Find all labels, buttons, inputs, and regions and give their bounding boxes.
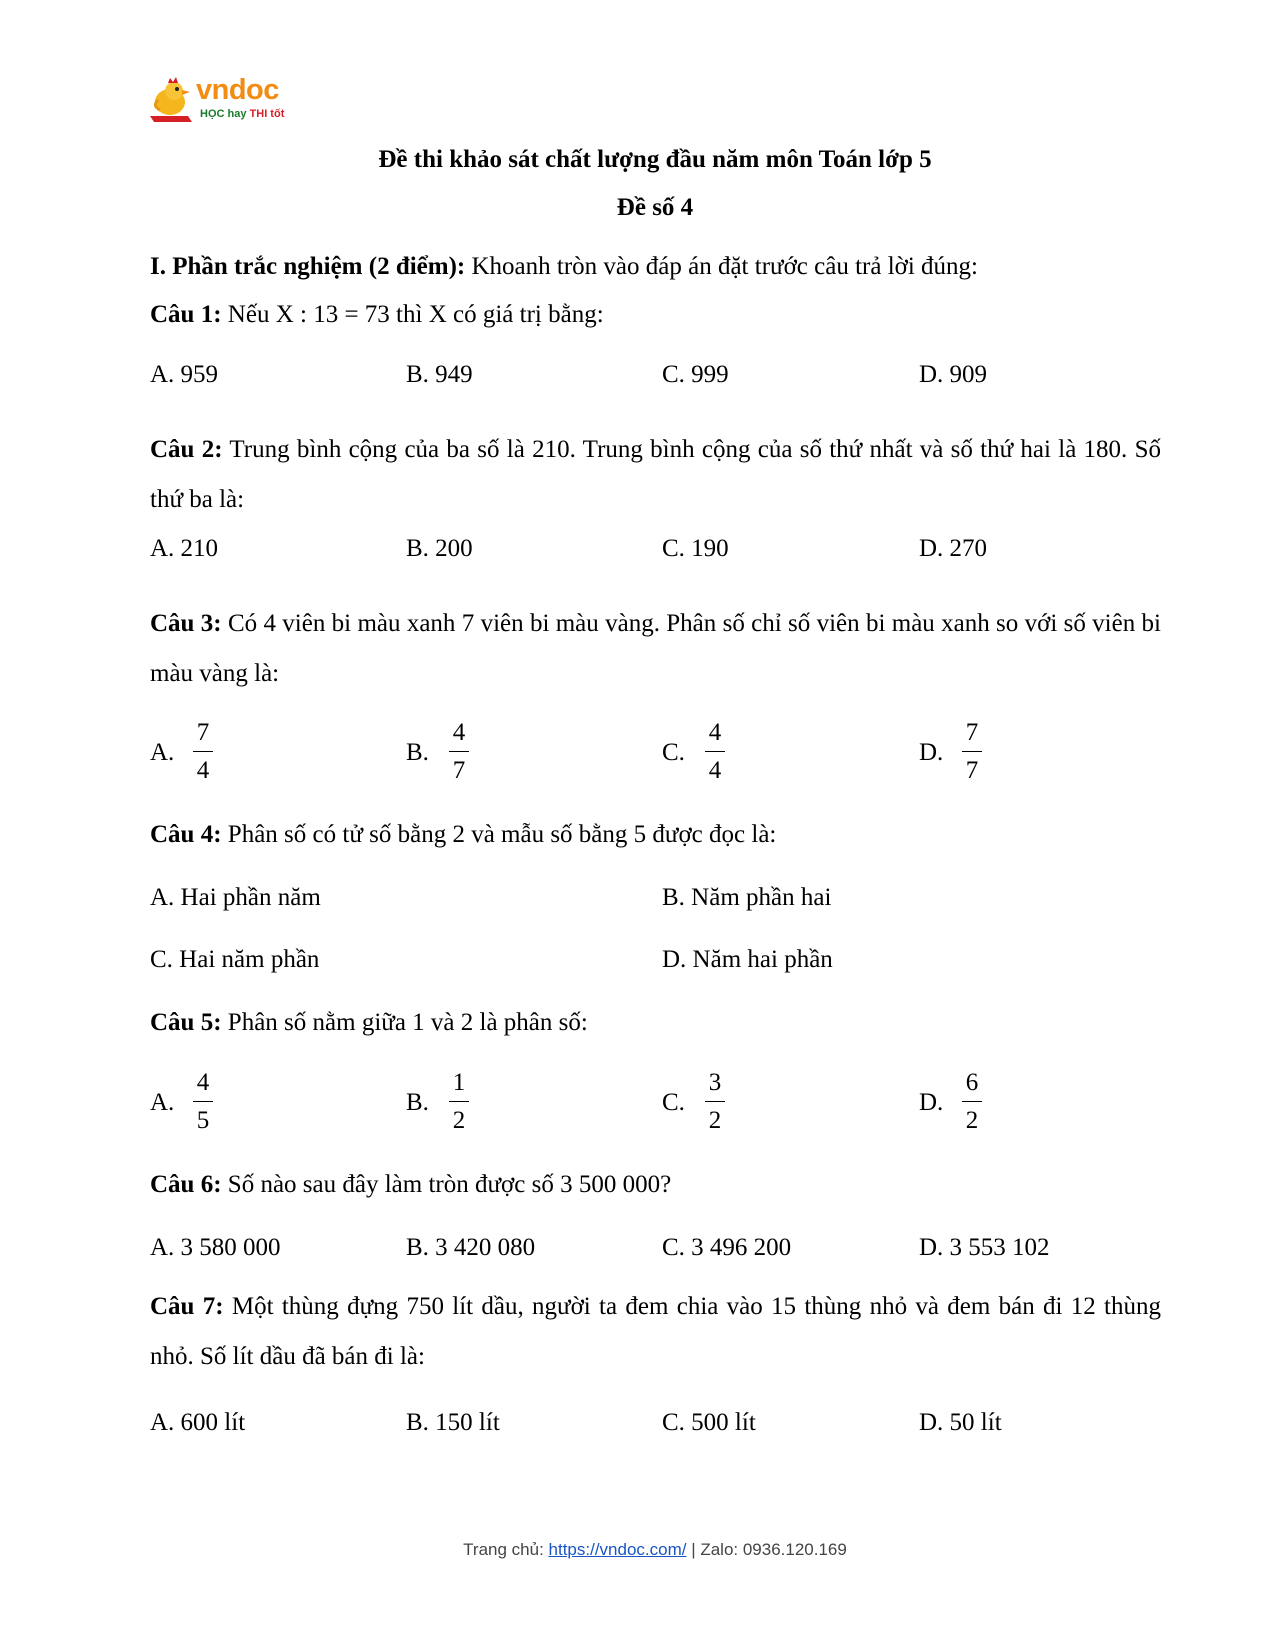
fraction-denominator: 7	[452, 757, 466, 784]
q4-option-b[interactable]: B. Năm phần hai	[662, 884, 832, 911]
question-label: Câu 3:	[150, 610, 222, 637]
q6-option-c[interactable]: C. 3 496 200	[662, 1234, 792, 1261]
q7-option-d[interactable]: D. 50 lít	[919, 1409, 1002, 1436]
fraction	[193, 718, 213, 785]
option-label: A.	[150, 1089, 175, 1116]
fraction-numerator: 7	[962, 718, 982, 752]
q6-option-b[interactable]: B. 3 420 080	[406, 1234, 536, 1261]
logo-tagline	[200, 107, 284, 121]
section-heading	[150, 252, 978, 282]
q1-option-b[interactable]: B. 949	[406, 361, 473, 388]
q7-option-c[interactable]: C. 500 lít	[662, 1409, 756, 1436]
option-label: B.	[406, 1089, 429, 1116]
question-text: Phân số nằm giữa 1 và 2 là phân số:	[221, 1009, 588, 1036]
page-subtitle: Đề số 4	[616, 194, 694, 221]
fraction	[962, 718, 982, 785]
option-label: D.	[919, 1089, 944, 1116]
fraction	[962, 1068, 982, 1135]
fraction	[705, 718, 725, 785]
fraction-denominator: 2	[965, 1107, 979, 1134]
option-label: D.	[919, 739, 944, 766]
fraction-numerator: 3	[705, 1068, 725, 1102]
fraction	[449, 718, 469, 785]
q2-option-d[interactable]: D. 270	[919, 535, 988, 562]
question-text: Số nào sau đây làm tròn được số 3 500 000?	[221, 1171, 672, 1198]
fraction	[193, 1068, 213, 1135]
q4-option-a[interactable]: A. Hai phần năm	[150, 884, 321, 911]
question-3	[150, 599, 1161, 699]
q6-option-d[interactable]: D. 3 553 102	[919, 1234, 1050, 1261]
q2-option-c[interactable]: C. 190	[662, 535, 729, 562]
fraction-numerator: 6	[962, 1068, 982, 1102]
fraction-numerator: 4	[449, 718, 469, 752]
section-title: I. Phần trắc nghiệm (2 điểm):	[150, 253, 466, 280]
homepage-link[interactable]: https://vndoc.com/	[548, 1540, 687, 1559]
q2-option-b[interactable]: B. 200	[406, 535, 473, 562]
fraction-denominator: 4	[196, 757, 210, 784]
logo-tagline-red: THI tốt	[249, 108, 285, 120]
option-label: C.	[662, 739, 685, 766]
option-label: B.	[406, 739, 429, 766]
footer-contact: | Zalo: 0936.120.169	[686, 1540, 847, 1559]
q7-option-a[interactable]: A. 600 lít	[150, 1409, 246, 1436]
section-instruction: Khoanh tròn vào đáp án đặt trước câu trả lời đúng:	[465, 253, 979, 280]
question-label: Câu 2:	[150, 436, 223, 463]
page-footer	[0, 1539, 1275, 1561]
question-text: Trung bình cộng của ba số là 210. Trung bình cộng của số thứ nhất và số thứ hai là 180. Số thứ ba là:	[150, 436, 1161, 513]
question-6	[150, 1170, 671, 1200]
question-1	[150, 300, 604, 330]
fraction-numerator: 4	[705, 718, 725, 752]
question-text: Một thùng đựng 750 lít dầu, người ta đem chia vào 15 thùng nhỏ và đem bán đi 12 thùng nhỏ. Số lít dầu đã bán đi là:	[150, 1293, 1161, 1370]
q7-option-b[interactable]: B. 150 lít	[406, 1409, 500, 1436]
fraction-numerator: 1	[449, 1068, 469, 1102]
question-2	[150, 425, 1161, 525]
fraction-denominator: 2	[708, 1107, 722, 1134]
page-title: Đề thi khảo sát chất lượng đầu năm môn Toán lớp 5	[378, 146, 932, 173]
q6-option-a[interactable]: A. 3 580 000	[150, 1234, 281, 1261]
fraction-denominator: 5	[196, 1107, 210, 1134]
question-label: Câu 4:	[150, 821, 222, 848]
fraction-denominator: 7	[965, 757, 979, 784]
question-label: Câu 6:	[150, 1171, 222, 1198]
q2-option-a[interactable]: A. 210	[150, 535, 219, 562]
fraction	[449, 1068, 469, 1135]
question-text: Phân số có tử số bằng 2 và mẫu số bằng 5 được đọc là:	[221, 821, 777, 848]
option-label: A.	[150, 739, 175, 766]
question-text: Có 4 viên bi màu xanh 7 viên bi màu vàng. Phân số chỉ số viên bi màu xanh so với số viên bi màu vàng là:	[150, 610, 1161, 687]
question-7	[150, 1282, 1161, 1382]
q1-option-d[interactable]: D. 909	[919, 361, 988, 388]
q1-option-a[interactable]: A. 959	[150, 361, 219, 388]
fraction-numerator: 7	[193, 718, 213, 752]
fraction-numerator: 4	[193, 1068, 213, 1102]
fraction	[705, 1068, 725, 1135]
question-label: Câu 7:	[150, 1293, 224, 1320]
fraction-denominator: 2	[452, 1107, 466, 1134]
logo-tagline-green: HỌC hay	[200, 108, 247, 120]
question-text: Nếu X : 13 = 73 thì X có giá trị bằng:	[221, 301, 604, 328]
question-label: Câu 1:	[150, 301, 222, 328]
q4-option-c[interactable]: C. Hai năm phần	[150, 946, 320, 973]
logo-wordmark: vndoc	[196, 74, 279, 106]
q4-option-d[interactable]: D. Năm hai phần	[662, 946, 833, 973]
footer-prefix: Trang chủ:	[463, 1540, 549, 1559]
chick-mascot-icon	[148, 76, 196, 124]
option-label: C.	[662, 1089, 685, 1116]
vndoc-logo[interactable]	[148, 74, 308, 126]
question-5	[150, 1008, 588, 1038]
fraction-denominator: 4	[708, 757, 722, 784]
q1-option-c[interactable]: C. 999	[662, 361, 729, 388]
question-label: Câu 5:	[150, 1009, 222, 1036]
question-4	[150, 820, 776, 850]
